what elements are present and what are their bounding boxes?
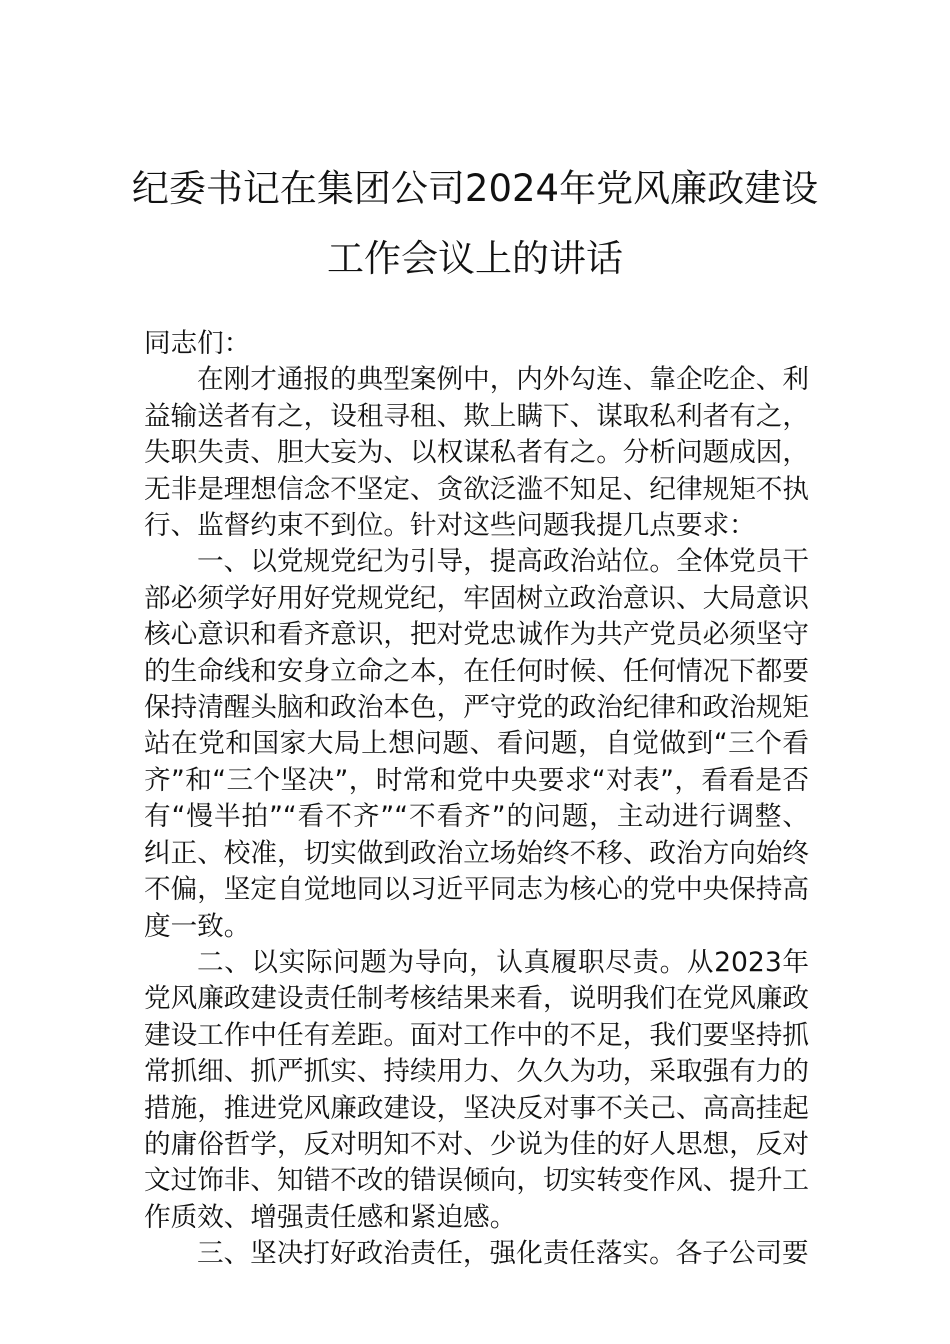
document-title-line-2: 工作会议上的讲话 (327, 237, 623, 280)
document-title-line-1: 纪委书记在集团公司2024年党风廉政建设 (131, 167, 819, 210)
salutation: 同志们： (144, 328, 251, 359)
paragraph-point-2: 二、以实际问题为导向，认真履职尽责。从2023年党风廉政建设责任制考核结果来看，说明我们在党风廉政建设工作中任有差距。面对工作中的不足，我们要坚持抓常抓细、抓严抓实、持续用力、久久为功，采取强有力的措施，推进党风廉政建设，坚决反对事不关己、高高挂起的庸俗哲学，反对明知不对、少说为佳的好人思想，反对文过饰非、知错不改的错误倾向，切实转变作风、提升工作质效、增强责任感和紧迫感。 (144, 946, 809, 1233)
paragraph-intro: 在刚才通报的典型案例中，内外勾连、靠企吃企、利益输送者有之，设租寻租、欺上瞒下、谋取私利者有之，失职失责、胆大妄为、以权谋私者有之。分析问题成因，无非是理想信念不坚定、贪欲泛滥不知足、纪律规矩不执行、监督约束不到位。针对这些问题我提几点要求： (144, 364, 809, 542)
document-body (144, 326, 809, 1273)
paragraph-point-1: 一、以党规党纪为引导，提高政治站位。全体党员干部必须学好用好党规党纪，牢固树立政治意识、大局意识核心意识和看齐意识，把对党忠诚作为共产党员必须坚守的生命线和安身立命之本，在任何时候、任何情况下都要保持清醒头脑和政治本色，严守党的政治纪律和政治规矩站在党和国家大局上想问题、看问题，自觉做到“三个看齐”和“三个坚决”，时常和党中央要求“对表”，看看是否有“慢半拍”“看不齐”“不看齐”的问题，主动进行调整、纠正、校准，切实做到政治立场始终不移、政治方向始终不偏，坚定自觉地同以习近平同志为核心的党中央保持高度一致。 (144, 546, 809, 942)
paragraph-point-3: 三、坚决打好政治责任，强化责任落实。各子公司要 (197, 1238, 809, 1270)
